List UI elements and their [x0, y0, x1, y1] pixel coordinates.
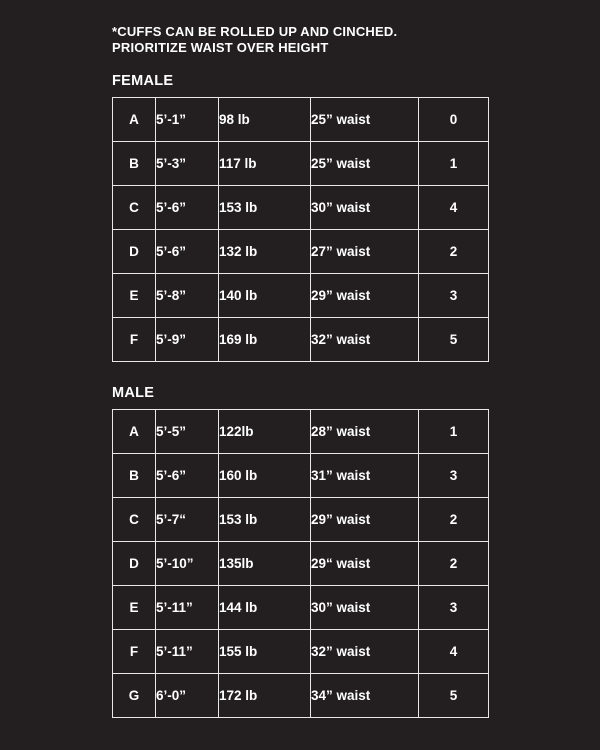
row-letter: B — [113, 454, 156, 498]
row-letter: E — [113, 586, 156, 630]
height-cell: 5’-9” — [156, 318, 219, 362]
size-cell: 5 — [419, 674, 489, 718]
row-letter: D — [113, 230, 156, 274]
sizing-note-line-2: PRIORITIZE WAIST OVER HEIGHT — [112, 40, 329, 55]
table-row — [113, 586, 489, 630]
table-row — [113, 454, 489, 498]
height-cell: 5’-11” — [156, 630, 219, 674]
size-cell: 1 — [419, 410, 489, 454]
row-letter: F — [113, 630, 156, 674]
weight-cell: 98 lb — [219, 98, 311, 142]
weight-cell: 155 lb — [219, 630, 311, 674]
weight-cell: 140 lb — [219, 274, 311, 318]
sizing-note-line-1: *CUFFS CAN BE ROLLED UP AND CINCHED. — [112, 24, 398, 39]
height-cell: 5’-10” — [156, 542, 219, 586]
waist-cell: 32” waist — [311, 630, 419, 674]
weight-cell: 117 lb — [219, 142, 311, 186]
size-cell: 1 — [419, 142, 489, 186]
row-letter: A — [113, 410, 156, 454]
waist-cell: 34” waist — [311, 674, 419, 718]
row-letter: C — [113, 186, 156, 230]
table-row — [113, 274, 489, 318]
weight-cell: 160 lb — [219, 454, 311, 498]
size-cell: 2 — [419, 498, 489, 542]
size-cell: 5 — [419, 318, 489, 362]
weight-cell: 153 lb — [219, 498, 311, 542]
size-cell: 3 — [419, 586, 489, 630]
height-cell: 5’-11” — [156, 586, 219, 630]
row-letter: E — [113, 274, 156, 318]
row-letter: B — [113, 142, 156, 186]
weight-cell: 132 lb — [219, 230, 311, 274]
waist-cell: 30” waist — [311, 586, 419, 630]
table-row — [113, 142, 489, 186]
female-section-title: FEMALE — [112, 73, 174, 89]
waist-cell: 25” waist — [311, 98, 419, 142]
waist-cell: 27” waist — [311, 230, 419, 274]
waist-cell: 29“ waist — [311, 542, 419, 586]
height-cell: 5’-7“ — [156, 498, 219, 542]
table-row — [113, 98, 489, 142]
waist-cell: 28” waist — [311, 410, 419, 454]
table-row — [113, 674, 489, 718]
table-row — [113, 498, 489, 542]
weight-cell: 144 lb — [219, 586, 311, 630]
size-cell: 3 — [419, 454, 489, 498]
weight-cell: 122lb — [219, 410, 311, 454]
row-letter: G — [113, 674, 156, 718]
row-letter: A — [113, 98, 156, 142]
waist-cell: 32” waist — [311, 318, 419, 362]
table-row — [113, 410, 489, 454]
table-row — [113, 318, 489, 362]
height-cell: 5’-8” — [156, 274, 219, 318]
size-cell: 3 — [419, 274, 489, 318]
table-row — [113, 630, 489, 674]
weight-cell: 172 lb — [219, 674, 311, 718]
male-section-title: MALE — [112, 385, 155, 401]
weight-cell: 169 lb — [219, 318, 311, 362]
height-cell: 5’-5” — [156, 410, 219, 454]
table-row — [113, 230, 489, 274]
waist-cell: 30” waist — [311, 186, 419, 230]
height-cell: 5’-3” — [156, 142, 219, 186]
table-row — [113, 186, 489, 230]
height-cell: 5’-6” — [156, 454, 219, 498]
size-cell: 0 — [419, 98, 489, 142]
weight-cell: 153 lb — [219, 186, 311, 230]
size-cell: 2 — [419, 542, 489, 586]
male-size-table — [112, 409, 489, 718]
size-cell: 2 — [419, 230, 489, 274]
waist-cell: 29” waist — [311, 274, 419, 318]
size-cell: 4 — [419, 186, 489, 230]
waist-cell: 29” waist — [311, 498, 419, 542]
row-letter: C — [113, 498, 156, 542]
row-letter: D — [113, 542, 156, 586]
waist-cell: 31” waist — [311, 454, 419, 498]
weight-cell: 135lb — [219, 542, 311, 586]
height-cell: 5’-1” — [156, 98, 219, 142]
height-cell: 6’-0” — [156, 674, 219, 718]
waist-cell: 25” waist — [311, 142, 419, 186]
size-cell: 4 — [419, 630, 489, 674]
height-cell: 5’-6” — [156, 230, 219, 274]
height-cell: 5’-6” — [156, 186, 219, 230]
table-row — [113, 542, 489, 586]
sizing-note — [112, 24, 397, 56]
female-size-table — [112, 97, 489, 362]
row-letter: F — [113, 318, 156, 362]
